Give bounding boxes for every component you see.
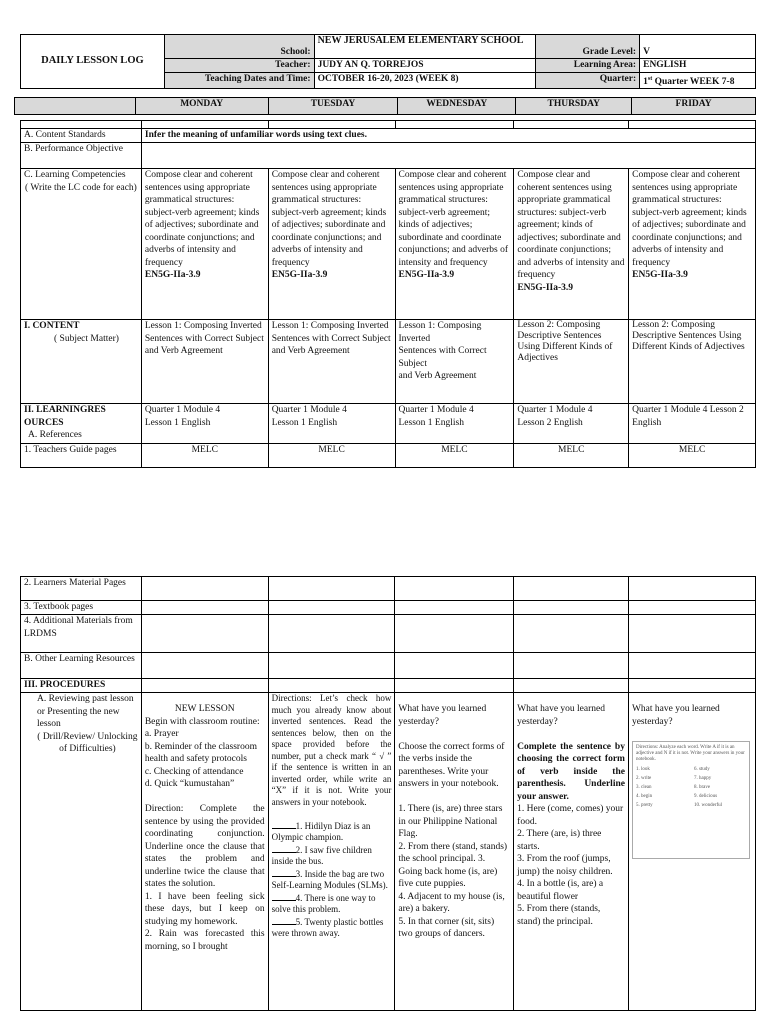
- procedure-tuesday: Directions: Let’s check how much you already know about inverted sentences. Read the sentences below, then on the space provided before the number, put a check mark “ √ ” if the sentence is written in an inverted order, while write an “X” if it is not. Write your answers in your notebook. 1. Hidilyn Diaz is an Olympic champion. 2. I saw five children inside the bus. 3. Inside the bag are two Self-Learning Modules (SLMs). 4. There is one way to solve this problem. 5. Twenty plastic bottles were thrown away.: [268, 693, 395, 1011]
- grade-value: V: [640, 35, 756, 59]
- dates-label: Teaching Dates and Time:: [164, 72, 314, 89]
- teacher-value: JUDY AN Q. TORREJOS: [314, 59, 536, 73]
- procedure-wednesday: What have you learned yesterday? Choose the correct forms of the verbs inside the parentheses. Write your answers in your notebook. 1. There (is, are) three stars in our Philippine National Flag. 2. From there (stand, stands) the school principal. 3. Going back home (is, are) five cute puppies. 4. Adjacent to my house (is, are) a bakery. 5. In that corner (sit, sits) two groups of dancers.: [395, 693, 514, 1011]
- resources-tuesday: Quarter 1 Module 4 Lesson 1 English: [268, 404, 395, 444]
- resources-wednesday: Quarter 1 Module 4 Lesson 1 English: [395, 404, 514, 444]
- competency-tuesday: Compose clear and coherent sentences using appropriate grammatical structures: subject-verb agreement; kinds of adjectives; subordinate and coordinate conjunctions; and adverbs of intensity and frequency EN5G-IIa-3.9: [268, 169, 395, 320]
- review-label: A. Reviewing past lesson or Presenting the new lesson ( Drill/Review/ Unlocking of Difficulties): [21, 693, 142, 1011]
- content-standards-value: Infer the meaning of unfamiliar words using text clues.: [141, 129, 755, 143]
- quarter-value: 1st Quarter WEEK 7-8: [640, 72, 756, 89]
- dll-title: DAILY LESSON LOG: [21, 35, 165, 89]
- content-thursday: Lesson 2: Composing Descriptive Sentences Using Different Kinds of Adjectives: [514, 320, 629, 404]
- content-wednesday: Lesson 1: Composing Inverted Sentences with Correct Subject and Verb Agreement: [395, 320, 514, 404]
- dates-value: OCTOBER 16-20, 2023 (WEEK 8): [314, 72, 536, 89]
- worksheet-image: Directions: Analyze each word. Write A if it is an adjective and N if it is not. Write your answers in your notebook. 1. look 6. study 2. write 7. happy 3. clean 8. brave 4. begin 9. delicious 5. pretty 10. wonderful: [632, 741, 750, 859]
- resources-friday: Quarter 1 Module 4 Lesson 2 English: [629, 404, 756, 444]
- resources-thursday: Quarter 1 Module 4 Lesson 2 English: [514, 404, 629, 444]
- day-monday: MONDAY: [135, 98, 268, 115]
- procedure-monday: NEW LESSON Begin with classroom routine: a. Prayer b. Reminder of the classroom health and safety protocols c. Checking of attendance d. Quick “kumustahan” Direction: Complete the sentence by using the provided coordinating conjunction. Underline once the clause that states the problem and underline twice the clause that states the solution. 1. I have been feeling sick these days, but I keep on studying my homework. 2. Rain was forecasted this morning, so I brought: [141, 693, 268, 1011]
- grade-label: Grade Level:: [536, 35, 640, 59]
- tg-thursday: MELC: [514, 444, 629, 468]
- lm-label: 2. Learners Material Pages: [21, 577, 142, 601]
- resources-label: II. LEARNINGRES OURCES A. References: [21, 404, 142, 444]
- procedure-friday: What have you learned yesterday? Directions: Analyze each word. Write A if it is an adjective and N if it is not. Write your answers in your notebook. 1. look 6. study 2. write 7. happy 3. clean 8. brave 4. begin 9. delicious 5. pretty 10. wonderful: [628, 693, 755, 1011]
- tg-wednesday: MELC: [395, 444, 514, 468]
- content-monday: Lesson 1: Composing Inverted Sentences with Correct Subject and Verb Agreement: [141, 320, 268, 404]
- resources-monday: Quarter 1 Module 4 Lesson 1 English: [141, 404, 268, 444]
- additional-label: 4. Additional Materials from LRDMS: [21, 615, 142, 653]
- tg-monday: MELC: [141, 444, 268, 468]
- day-wednesday: WEDNESDAY: [398, 98, 516, 115]
- quarter-label: Quarter:: [536, 72, 640, 89]
- procedure-thursday: What have you learned yesterday? Complete the sentence by choosing the correct form of verb inside the parenthesis. Underline your answer. 1. Here (come, comes) your food. 2. There (are, is) three starts. 3. From the roof (jumps, jump) the noisy children. 4. In a bottle (is, are) a beautiful flower 5. From there (stands, stand) the principal.: [514, 693, 629, 1011]
- content-standards-label: A. Content Standards: [21, 129, 142, 143]
- other-label: B. Other Learning Resources: [21, 653, 142, 679]
- content-tuesday: Lesson 1: Composing Inverted Sentences with Correct Subject and Verb Agreement: [268, 320, 395, 404]
- days-header: [14, 97, 756, 115]
- new-lesson-title: NEW LESSON: [174, 704, 235, 714]
- school-label: School:: [164, 35, 314, 59]
- tg-friday: MELC: [629, 444, 756, 468]
- competency-friday: Compose clear and coherent sentences using appropriate grammatical structures: subject-verb agreement; kinds of adjectives; subordinate and coordinate conjunctions; and adverbs of intensity and frequency EN5G-IIa-3.9: [629, 169, 756, 320]
- school-value: NEW JERUSALEM ELEMENTARY SCHOOL: [314, 35, 536, 59]
- content-label: I. CONTENT ( Subject Matter): [21, 320, 142, 404]
- day-thursday: THURSDAY: [516, 98, 632, 115]
- header-table: [20, 34, 756, 89]
- tg-label: 1. Teachers Guide pages: [21, 444, 142, 468]
- competencies-label: C. Learning Competencies ( Write the LC code for each): [21, 169, 142, 320]
- procedures-label: III. PROCEDURES: [21, 679, 142, 693]
- performance-label: B. Performance Objective: [21, 143, 142, 169]
- competency-monday: Compose clear and coherent sentences using appropriate grammatical structures: subject-verb agreement; kinds of adjectives; subordinate and coordinate conjunctions; and adverbs of intensity and frequency EN5G-IIa-3.9: [141, 169, 268, 320]
- competency-wednesday: Compose clear and coherent sentences using appropriate grammatical structures: subject-verb agreement; kinds of adjectives; subordinate and coordinate conjunctions; and adverbs of intensity and frequency EN5G-IIa-3.9: [395, 169, 514, 320]
- day-tuesday: TUESDAY: [268, 98, 398, 115]
- teacher-label: Teacher:: [164, 59, 314, 73]
- tg-tuesday: MELC: [268, 444, 395, 468]
- textbook-label: 3. Textbook pages: [21, 601, 142, 615]
- area-label: Learning Area:: [536, 59, 640, 73]
- content-friday: Lesson 2: Composing Descriptive Sentences Using Different Kinds of Adjectives: [629, 320, 756, 404]
- lesson-table-top: [20, 120, 756, 468]
- competency-thursday: Compose clear and coherent sentences using appropriate grammatical structures: subject-verb agreement; kinds of adjectives; subordinate and coordinate conjunctions; and adverbs of intensity and frequency EN5G-IIa-3.9: [514, 169, 629, 320]
- lesson-table-bottom: [20, 576, 756, 1011]
- day-friday: FRIDAY: [632, 98, 756, 115]
- area-value: ENGLISH: [640, 59, 756, 73]
